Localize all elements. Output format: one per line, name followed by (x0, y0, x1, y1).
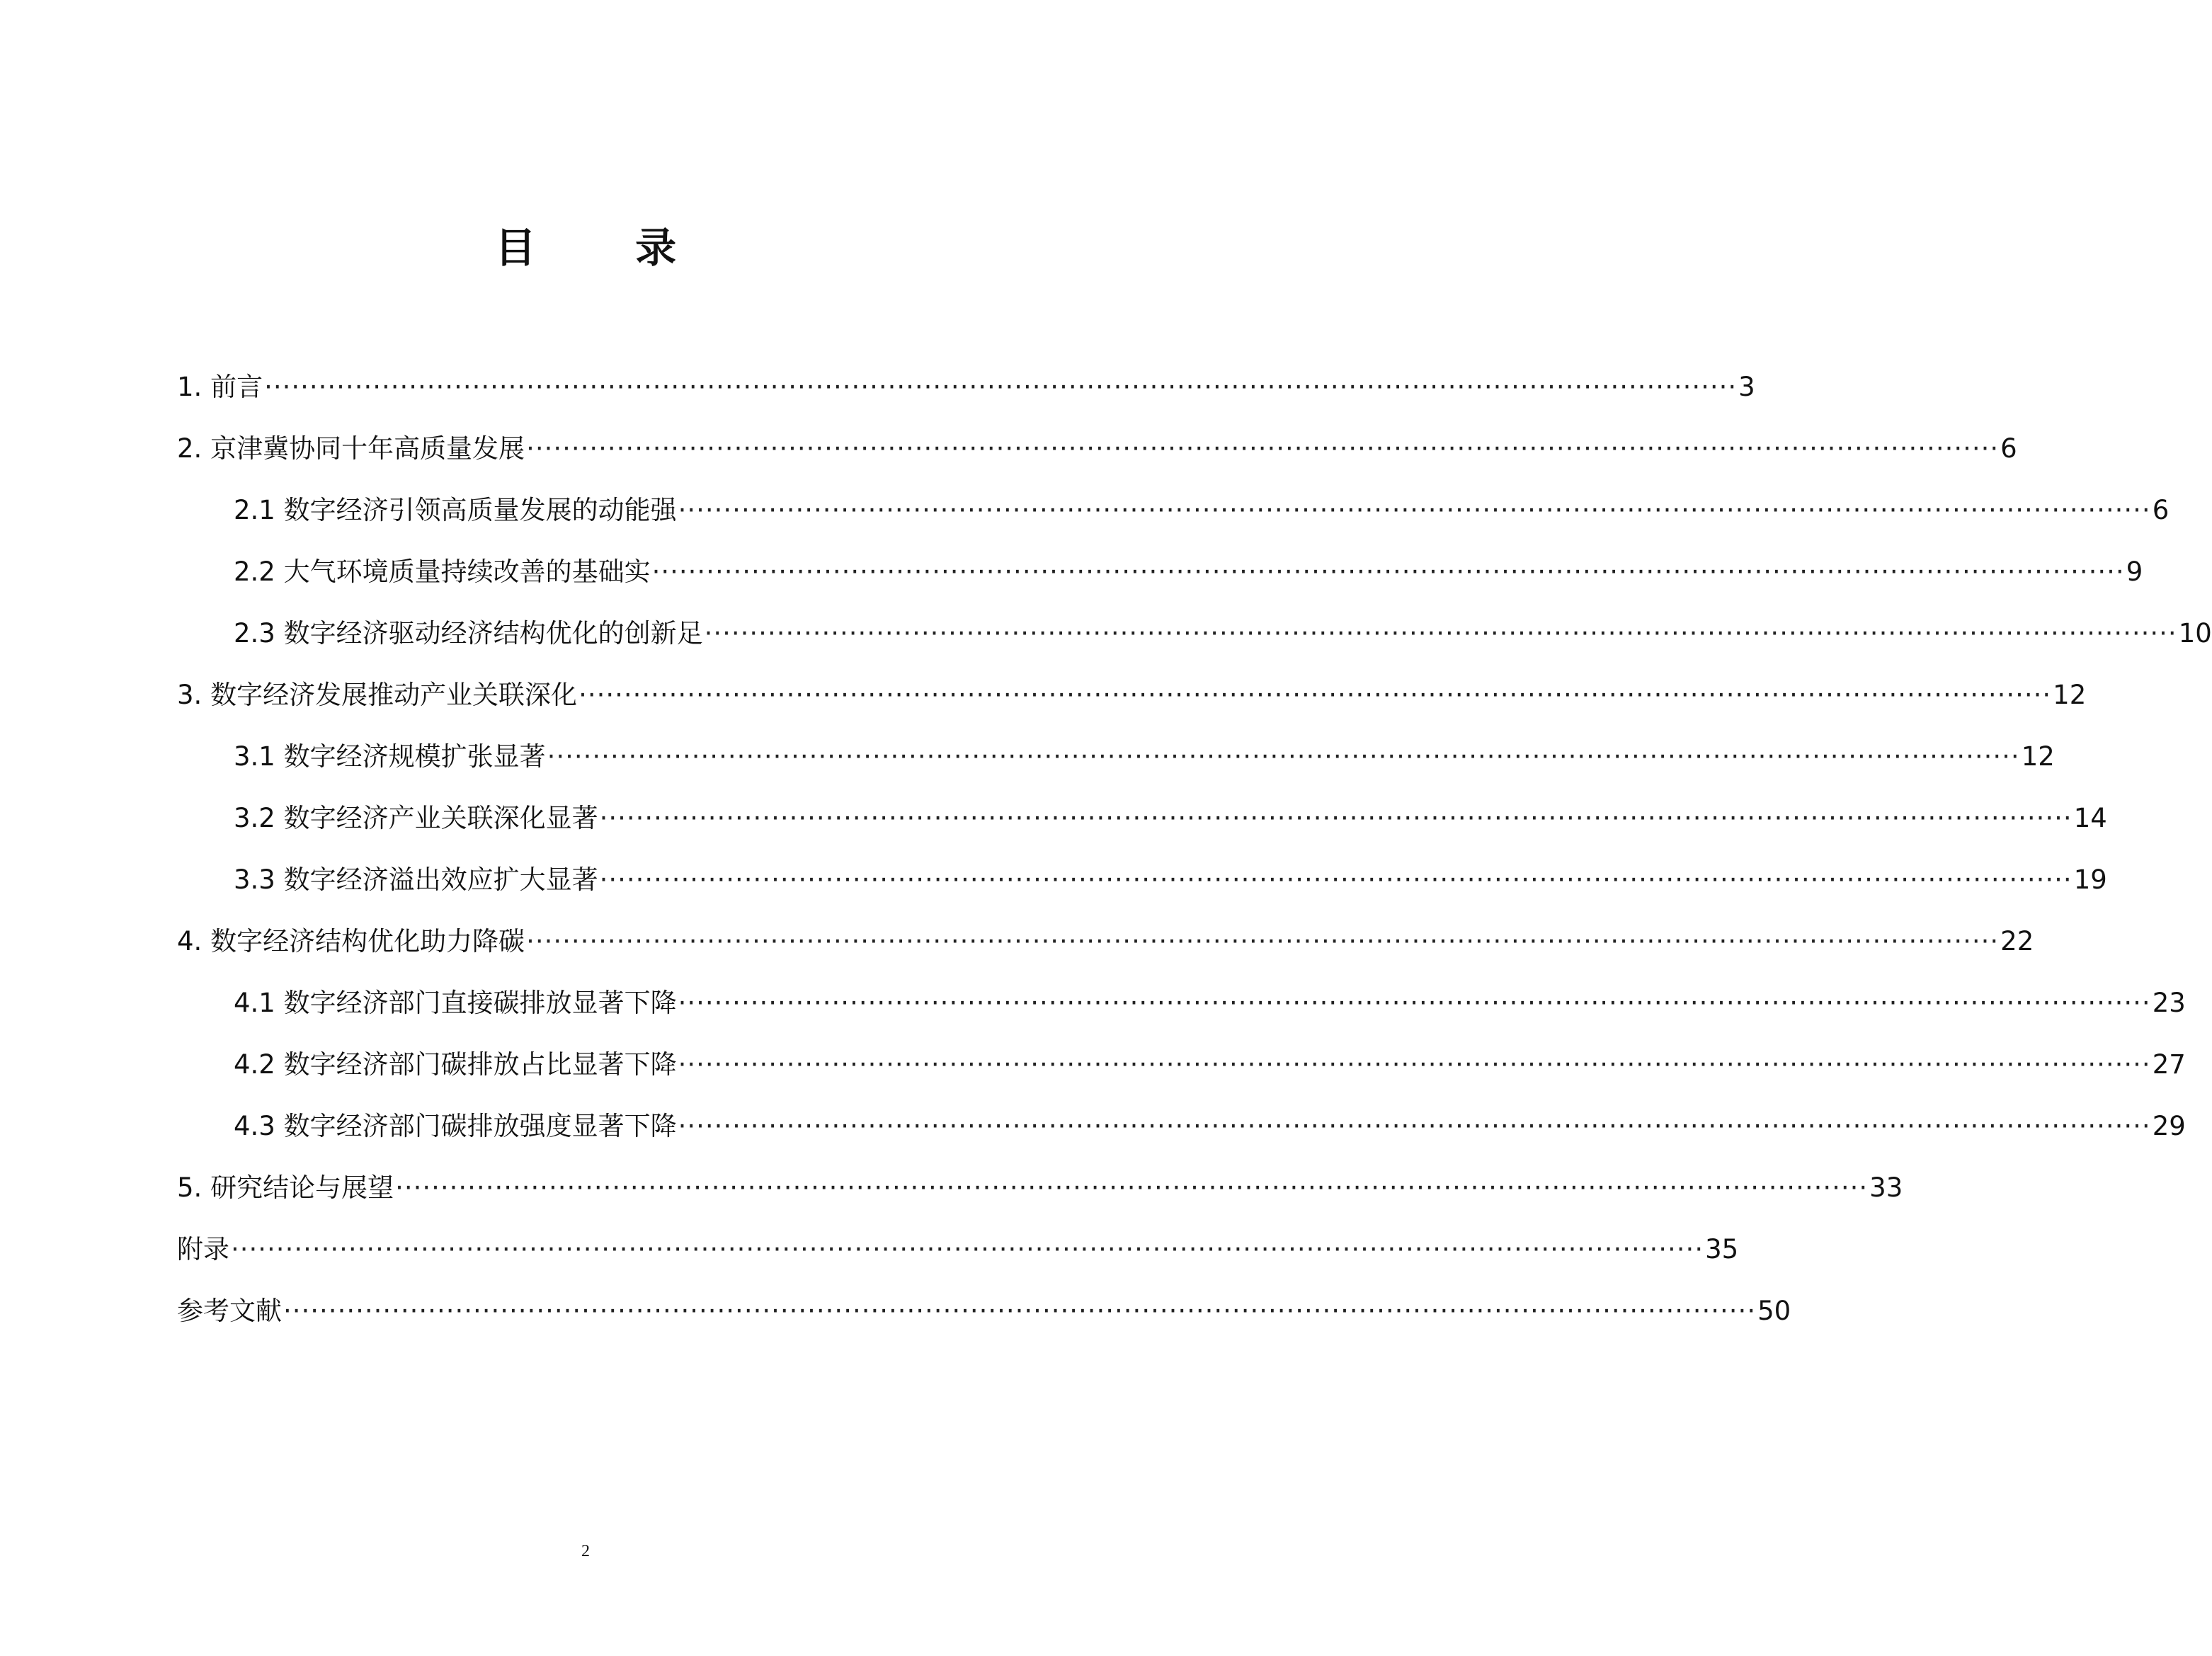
toc-entry[interactable] (177, 1040, 2186, 1102)
page-number: 2 (581, 1542, 590, 1560)
toc-entry-page: 12 (2021, 741, 2055, 772)
toc-dot-leader: ··································································································································································· (678, 988, 2151, 1018)
toc-entry-page: 19 (2073, 864, 2107, 895)
toc-entry[interactable] (177, 855, 2107, 917)
toc-dot-leader: ··································································································································································· (526, 926, 2000, 957)
table-of-contents (177, 362, 2212, 1348)
toc-dot-leader: ··································································································································································· (283, 1296, 1757, 1326)
toc-dot-leader: ··································································································································································· (599, 864, 2073, 895)
toc-entry-label: 3.1 数字经济规模扩张显著 (234, 741, 546, 772)
toc-entry[interactable] (177, 978, 2186, 1040)
toc-entry-page: 6 (2152, 495, 2170, 525)
toc-entry-page: 22 (2000, 926, 2034, 957)
toc-dot-leader: ··································································································································································· (678, 1111, 2151, 1141)
toc-entry[interactable] (177, 732, 2055, 794)
toc-entry-label: 4.3 数字经济部门碳排放强度显著下降 (234, 1111, 677, 1141)
toc-dot-leader: ··································································································································································· (678, 1049, 2151, 1080)
toc-entry-page: 23 (2152, 988, 2186, 1018)
toc-entry[interactable] (177, 1225, 1739, 1286)
toc-dot-leader: ··································································································································································· (678, 495, 2151, 525)
toc-dot-leader: ··································································································································································· (264, 372, 1738, 402)
toc-dot-leader: ··································································································································································· (231, 1234, 1704, 1264)
toc-entry[interactable] (177, 609, 2212, 670)
toc-entry-label: 附录 (177, 1234, 229, 1264)
toc-entry-page: 9 (2126, 556, 2143, 587)
toc-entry-label: 3.3 数字经济溢出效应扩大显著 (234, 864, 598, 895)
toc-entry-page: 35 (1705, 1234, 1739, 1264)
toc-dot-leader: ··································································································································································· (395, 1172, 1869, 1203)
toc-entry[interactable] (177, 362, 1755, 424)
toc-dot-leader: ··································································································································································· (599, 803, 2073, 833)
toc-entry-label: 2. 京津冀协同十年高质量发展 (177, 433, 525, 464)
toc-entry[interactable] (177, 1163, 1903, 1225)
toc-entry-page: 10 (2178, 618, 2212, 649)
toc-entry-label: 2.1 数字经济引领高质量发展的动能强 (234, 495, 677, 525)
toc-dot-leader: ··································································································································································· (704, 618, 2177, 649)
toc-entry-page: 29 (2152, 1111, 2186, 1141)
toc-entry-label: 4.2 数字经济部门碳排放占比显著下降 (234, 1049, 677, 1080)
toc-entry-page: 50 (1757, 1296, 1791, 1326)
toc-entry-label: 4.1 数字经济部门直接碳排放显著下降 (234, 988, 677, 1018)
toc-entry-page: 27 (2152, 1049, 2186, 1080)
toc-dot-leader: ··································································································································································· (547, 741, 2020, 772)
toc-entry[interactable] (177, 917, 2034, 978)
toc-dot-leader: ··································································································································································· (578, 680, 2052, 710)
toc-entry-label: 2.2 大气环境质量持续改善的基础实 (234, 556, 651, 587)
toc-entry[interactable] (177, 486, 2170, 547)
toc-entry-label: 1. 前言 (177, 372, 263, 402)
toc-entry[interactable] (177, 1102, 2186, 1163)
toc-dot-leader: ··································································································································································· (526, 433, 2000, 464)
toc-entry[interactable] (177, 424, 2017, 486)
toc-entry-label: 4. 数字经济结构优化助力降碳 (177, 926, 525, 957)
toc-entry-page: 12 (2053, 680, 2087, 710)
page-title: 目 录 (494, 224, 719, 272)
toc-entry-label: 3. 数字经济发展推动产业关联深化 (177, 680, 578, 710)
toc-dot-leader: ··································································································································································· (651, 556, 2125, 587)
toc-entry-label: 5. 研究结论与展望 (177, 1172, 394, 1203)
toc-entry[interactable] (177, 1286, 1791, 1348)
toc-entry[interactable] (177, 794, 2107, 855)
toc-entry-page: 14 (2073, 803, 2107, 833)
toc-entry-label: 3.2 数字经济产业关联深化显著 (234, 803, 598, 833)
toc-entry-page: 6 (2000, 433, 2017, 464)
toc-entry-page: 3 (1738, 372, 1755, 402)
toc-entry-label: 参考文献 (177, 1296, 282, 1326)
toc-entry[interactable] (177, 670, 2087, 732)
toc-entry[interactable] (177, 547, 2143, 609)
toc-entry-page: 33 (1869, 1172, 1903, 1203)
toc-entry-label: 2.3 数字经济驱动经济结构优化的创新足 (234, 618, 703, 649)
